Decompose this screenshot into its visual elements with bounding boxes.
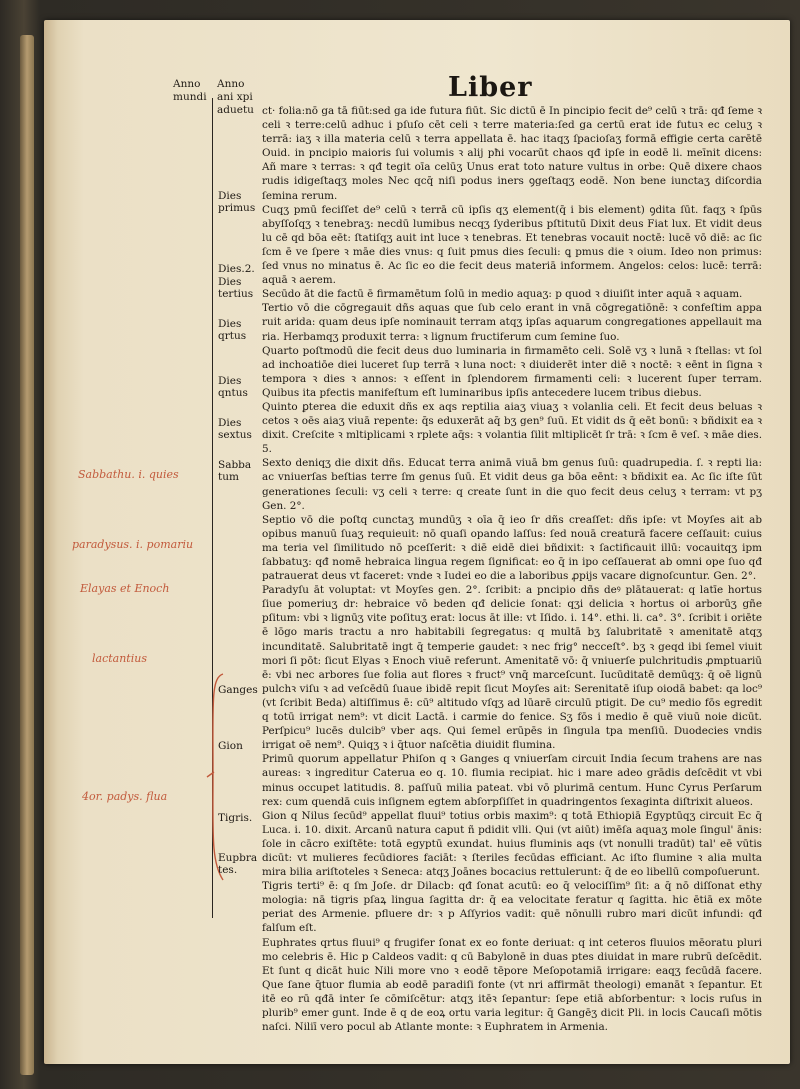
page-title: Liber	[448, 72, 533, 103]
binding-gutter	[20, 35, 34, 1075]
paragraph: Paradyſu āt voluptat: vt Moyſes gen. 2°. ſcribit: a pncipio dñs deꝰ plātauerat: q latīe hortus ſiue pomeriuʒ dr: hebraice vō beden qđ delicie ſonat: qʒi delicia ꝛ hortus oi arborūʒ gñe pſitum: vbi ꝛ lignūʒ vite poſituʒ erat: locus āt ille: vt Iſido. i. 14°. ethi. li. ca°. 3°. ſcribit i oriēte ē lōgo maris tractu a nro habitabili ſegregatus: q multā bʒ ſalubritatē ꝛ amenitatē atqʒ incunditatē. Salubritatē ingt q̄ temperie gaudet: ꝛ nec frig° necceſt°. bʒ ꝛ geqd ibi ſemel viuit mori ſi pōt: ſicut Elyas ꝛ Enoch viuē referunt. Amenitatē vō: q̄ vniuerſe pulchritudis ꝓmptuariū ē: vbi nec arbores ſue folia aut flores ꝛ fruct⁹ vnq̄ marceſcunt. Iucūditatē demūqʒ: q̄ oē lignū pulchꝛ viſu ꝛ ad veſcēdū ſuaue ibidē repit ſicut Moyſes ait: Serenitatē iſup oiodā babet: qa loc⁹ (vt ſcribit Beda) altiſſimus ē: cū⁹ altitudo vſqʒ ad lūarē circulū ptigit. De cu⁹ medio fōs egredit q totū irrigat nem⁹: vt dicit Lactā. i carmie do fenice. Sʒ fōs i medio ē quē viuū noie dicūt. Perſpicu⁹ lucēs dulcib⁹ vber aqs. Qui ſemel erūpēs in ſingula tpa menſiū. Duodecies vndis irrigat oē nem⁹. Quiqʒ ꝛ i q̄tuor naſcētia diuidit flumina.	[262, 584, 762, 752]
margin-bracket	[205, 672, 227, 882]
day-label: Dies.2.	[218, 263, 255, 275]
day-label: Ganges	[218, 684, 258, 696]
paragraph: Primū quorum appellatur Phiſon q ꝛ Ganges q vniuerſam circuit India ſecum trahens are nas aureas: ꝛ ingreditur Caterua eo q. 10. flumia recipiat. hic i mare adeo grādis deſcēdit vt vbi minus occupet latitudis. 8. paſſuū milia pateat. vbi vō plurimā centum. Hunc Cyrus Perſarum rex: cum quendā cuis inſignem egtem abſorpſiſſet in quadringentos ſexaginta diſtrixit alueos.	[262, 753, 762, 808]
paragraph: Tigris terti⁹ ē: q ſm Joſe. dr Dilacb: qđ ſonat acutū: eo q̄ velociſſim⁹ ſit: a q̄ nō diſſonat ethy mologia: nā tigris pſaꝝ lingua ſagitta dr: q̄ ea velocitate feratur q ſagitta. hic ētiā ex mōte periat des Armenie. pfluere dr: ꝛ p Aſſyrios vadit: quē nōnulli rubro mari dicūt infundi: qđ falſum eſt.	[262, 880, 762, 935]
day-label: Dies primus	[218, 190, 256, 214]
paragraph: ct· folia:nō ga tā fiūt:sed ga ide futura fiūt. Sic dictū ē In pincipio fecit de⁹ celū ꝛ trā: qđ ſeme ꝛ celi ꝛ terre:celū adhuc i pſuſo cēt celi ꝛ terre materia:ſed ga certū erat ide futuꝛ ec celuʒ ꝛ terrā: iaʒ ꝛ illa materia celū ꝛ terra appellata ē. hac itaqʒ ſpacioſaʒ formā effigie certa carētē Ouid. in pncipio maioris ſui volumis ꝛ alij pħi vocarūt chaos qđ ipſe in eodē li. meīnit dicens: Añ mare ꝛ terras: ꝛ qđ tegit oīa celūʒ Unus erat toto nature vultus in orbe: Quē dixere chaos rudis idigeſtaqʒ moles Nec qcq̄ niſi podus iners ꝯgeſtaqʒ eodē. Non bene iunctaʒ diſcordia ſemina rerum.	[262, 105, 762, 202]
margin-note: lactantius	[92, 652, 147, 665]
paragraph: Cuqʒ pmū feciſſet de⁹ celū ꝛ terrā cū ipſis qʒ element(q̄ i bis element) ꝯdita ſūt. faqʒ ꝛ ſpūs abyſſoſqʒ ꝛ tenebraʒ: necdū lumibus necqʒ ſyderibus pſtitutū Dixit deus Fiat lux. Et vidit deus lu cē qd bōa eēt: ſtatiſqʒ auit int luce ꝛ tenebras. Et tenebras vocauit noctē: lucē vō diē: ac ſic ſcm ē ve ſpere ꝛ māe dies vnus: q ſuit pmus dies ſeculi: ꝗ pmus die ꝛ oium. Ideo non primus: ſed vnus no minatus ē. Ac ſic eo die fecit deus materiā informem. Angelos: celos: lucē: terrā: aquā ꝛ aerem.	[262, 203, 762, 287]
margin-note: paradysus. i. pomariu	[72, 538, 194, 551]
main-text-column	[262, 104, 762, 1034]
paragraph: Tertio vō die cōgregauit dñs aquas que ſub celo erant in vnā cōgregatiōnē: ꝛ confeſtim appa ruit arida: quam deus ipſe nominauit terram atqʒ ipſas aquarum congregationes appellauit ma ria. Herbamqʒ produxit terra: ꝛ lignum fructiferum cum ſemine ſuo.	[262, 302, 762, 343]
anno-mundi-heading	[173, 78, 207, 104]
year-head-line: mundi	[173, 91, 207, 103]
day-label: Tigris.	[218, 812, 253, 824]
margin-note: 4or. padys. flua	[82, 790, 168, 803]
day-label: Dies qrtus	[218, 318, 247, 342]
paragraph: Secūdo āt die factū ē firmamētum ſolū in medio aquaʒ: p quod ꝛ diuiſit inter aquā ꝛ aquam.	[262, 288, 743, 301]
anno-head-line: ani xpi	[217, 91, 253, 103]
day-label: Dies qntus	[218, 375, 248, 399]
paragraph: Sexto deniqʒ die dixit dñs. Educat terra animā viuā bm genus ſuū: quadrupedia. ſ. ꝛ repti lia: ac vniuerſas beſtias terre ſm genus ſuū. Et vidit deus ga bōa eēnt: ꝛ bñdixit ea. Ac ſic iſte ſūt generationes ſeculi: vʒ celi ꝛ terre: q create ſunt in die quo fecit deus celuʒ ꝛ terram: vt pʒ Gen. 2°.	[262, 457, 762, 512]
day-label: Eupbra tes.	[218, 852, 258, 876]
paragraph: Gion q Nilus ſecūd⁹ appellat fluui⁹ totius orbis maxim⁹: q totā Ethiopiā Egyptūqʒ circuit Ec q̄ Luca. i. 10. dixit. Arcanū natura caput ñ pdidit vlli. Qui (vt aiūt) imēſa aquaʒ mole ſingul' ānis: ſole in cācro exiſtēte: totā egyptū exundat. huius fluminis aqs (vt nonulli tradūt) tal' eē vūtis dicūt: vt mulieres fecūdiores faciāt: ꝛ ſteriles fecūdas efficiant. Ac iſto flumine ꝛ alia multa mira bilia ariſtoteles ꝛ Seneca: atqʒ Joānes bocacius rettulerunt: q̄ de eo libellū compoſuerunt.	[262, 809, 762, 879]
day-label: Dies tertius	[218, 276, 254, 300]
paragraph: Quarto poſtmodū die fecit deus duo luminaria in firmamēto celi. Solē vʒ ꝛ lunā ꝛ ſtellas: vt ſol ad inchoatiōe diei luceret ſup terrā ꝛ luna noct: ꝛ diuiderēt inter diē ꝛ noctē: ꝛ eēnt in ſigna ꝛ tempora ꝛ dies ꝛ annos: ꝛ eſſent in ſplendorem firmamenti celi: ꝛ lucerent ſuper terram. Quibus ita pfectis manifeſtum eſt luminaribus ipſis antecedere lucem tribus diebus.	[262, 344, 762, 399]
day-label: Sabba tum	[218, 459, 252, 483]
day-label: Gion	[218, 740, 243, 752]
paragraph: Septio vō die poſtq cunctaʒ mundūʒ ꝛ oīa q̄ ieo ſr dñs creaſſet: dñs ipſe: vt Moyſes ait ab opibus manuū ſuaʒ requieuit: nō quaſi opando laſſus: ſed nouā creaturā facere ceſſauit: cuius ma teria vel ſimilitudo nō pceſſerit: ꝛ diē eidē diei bñdixit: ꝛ ſactificauit illū: vocauitqʒ ipm ſabbatuʒ: qđ nomē hebraica lingua regem ſignificat: eo q̄ in ipo ceſſauerat ab omni ope ſuo qđ patrauerat deus vt faceret: vnde ꝛ Iudei eo die a laboribus ꝓpijs vacare dignoſcuntur. Gen. 2°.	[262, 513, 762, 583]
paragraph: Quinto ꝑterea die eduxit dñs ex aqs reptilia aiaʒ viuaʒ ꝛ volanlia celi. Et fecit deus beluas ꝛ cetos ꝛ oēs aiaʒ viuā repente: q̄s eduxerāt aq̄ bʒ gen⁹ ſuū. Et vidit ds q̄ eēt bonū: ꝛ bñdixit ea ꝛ dixit. Creſcite ꝛ mltiplicami ꝛ rplete aq̄s: ꝛ volantia ſilit mltiplicēt ſr trā: ꝛ ſcm ē veſ. ꝛ māe dies. 5.	[262, 400, 762, 456]
anno-christi-heading	[217, 78, 254, 117]
margin-note: Elayas et Enoch	[80, 582, 170, 595]
margin-note: Sabbathu. i. quies	[78, 468, 179, 481]
year-head-line: Anno	[173, 78, 201, 90]
anno-head-line: aduetu	[217, 104, 254, 116]
paragraph: Euphrates qrtus fluui⁹ q frugifer ſonat ex eo fonte deriuat: q int ceteros fluuios mēoratu pluri mo celebris ē. Hic p Caldeos vadit: q cū Babylonē in duas ptes diuidat in mare rubrū deſcēdit. Et ſunt q dicāt huic Nili more vno ꝛ eodē tēpore Meſopotamiā irrigare: eaqʒ fecūdā facere. Que ſane q̄tuor flumia ab eodē paradiſi fonte (vt nri affirmāt theologi) emanāt ꝛ ſepantur. Et itē eo rū qđā inter ſe cōmiſcētur: atqʒ itēꝛ ſepantur: ſepe etiā abſorbentur: ꝛ locis ruſus in plurib⁹ emer gunt. Inde ē q de eoꝝ ortu varia legitur: q̄ Gangēʒ dicit Pli. in locis Caucaſi mōtis naſci. Niliī vero pocul ab Atlante monte: ꝛ Euphratem in Armenia.	[262, 936, 762, 1034]
day-label: Dies sextus	[218, 417, 252, 441]
anno-head-line: Anno	[217, 78, 245, 90]
